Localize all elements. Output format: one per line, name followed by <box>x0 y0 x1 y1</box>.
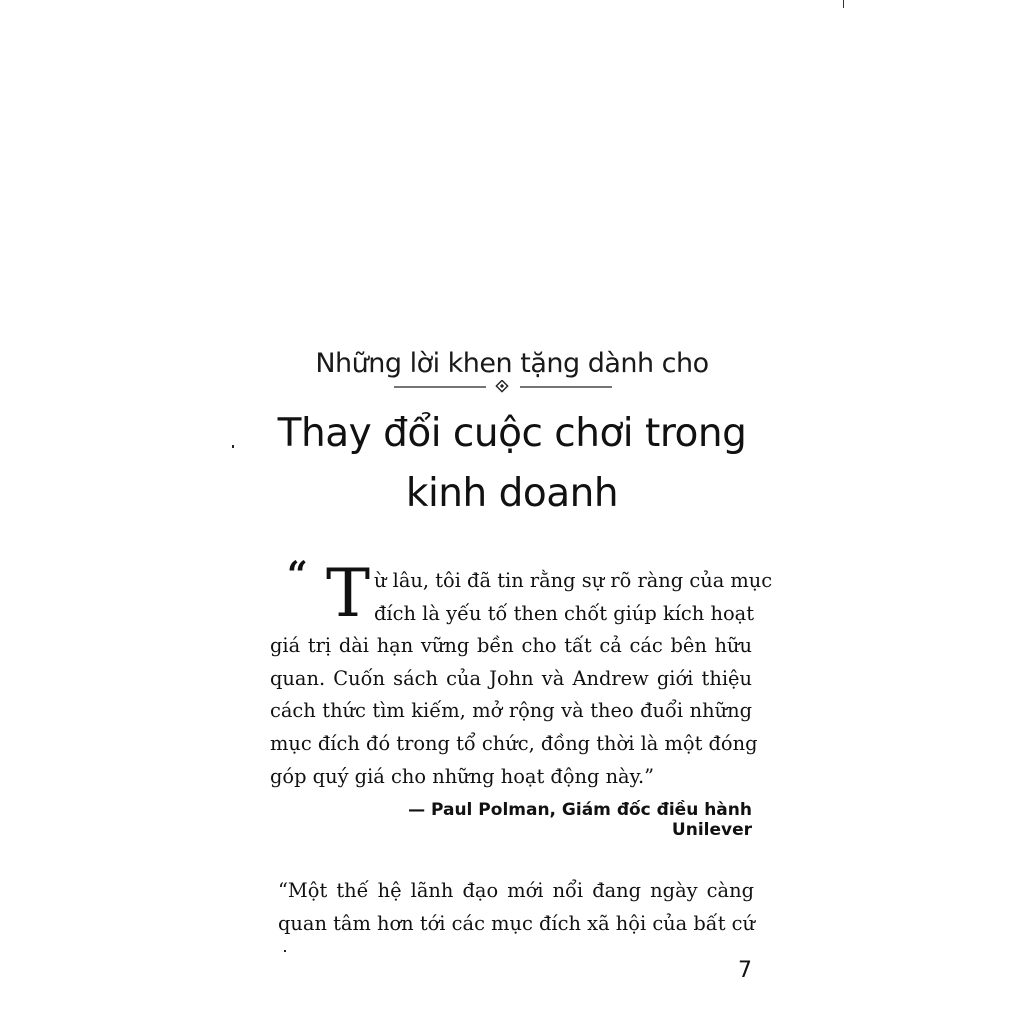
book-title <box>0 404 1024 524</box>
quote-line: cách thức tìm kiếm, mở rộng và theo đuổi những <box>270 699 752 723</box>
page-number: 7 <box>738 958 752 983</box>
praise-quote-1 <box>270 554 773 794</box>
divider-ornament <box>394 380 612 394</box>
quote-line: “Một thế hệ lãnh đạo mới nổi đang ngày càng <box>278 879 754 902</box>
quote-line: giá trị dài hạn vững bền cho tất cả các bên hữu <box>270 634 752 657</box>
quote-line: góp quý giá cho những hoạt động này.” <box>270 764 655 788</box>
drop-cap-letter: T <box>326 555 371 632</box>
scan-speck <box>232 445 234 448</box>
quote-line: quan tâm hơn tới các mục đích xã hội của bất cứ <box>278 912 755 935</box>
book-title-line-1: Thay đổi cuộc chơi trong <box>277 411 747 456</box>
quote-line: mục đích đó trong tổ chức, đồng thời là một đóng <box>270 732 758 756</box>
scan-speck <box>284 950 286 952</box>
book-title-line-2: kinh doanh <box>405 471 619 516</box>
quote-line: quan. Cuốn sách của John và Andrew giới thiệu <box>270 666 752 690</box>
page-edge-mark <box>843 0 844 8</box>
quote-line: đích là yếu tố then chốt giúp kích hoạt <box>374 601 754 625</box>
opening-quote-mark: “ <box>287 554 308 596</box>
page-subtitle: Những lời khen tặng dành cho <box>315 348 709 379</box>
quote-attribution: — Paul Polman, Giám đốc điều hành Unilever <box>408 800 752 840</box>
quote-line: ừ lâu, tôi đã tin rằng sự rõ ràng của mục <box>374 569 773 592</box>
praise-quote-2 <box>278 874 754 940</box>
